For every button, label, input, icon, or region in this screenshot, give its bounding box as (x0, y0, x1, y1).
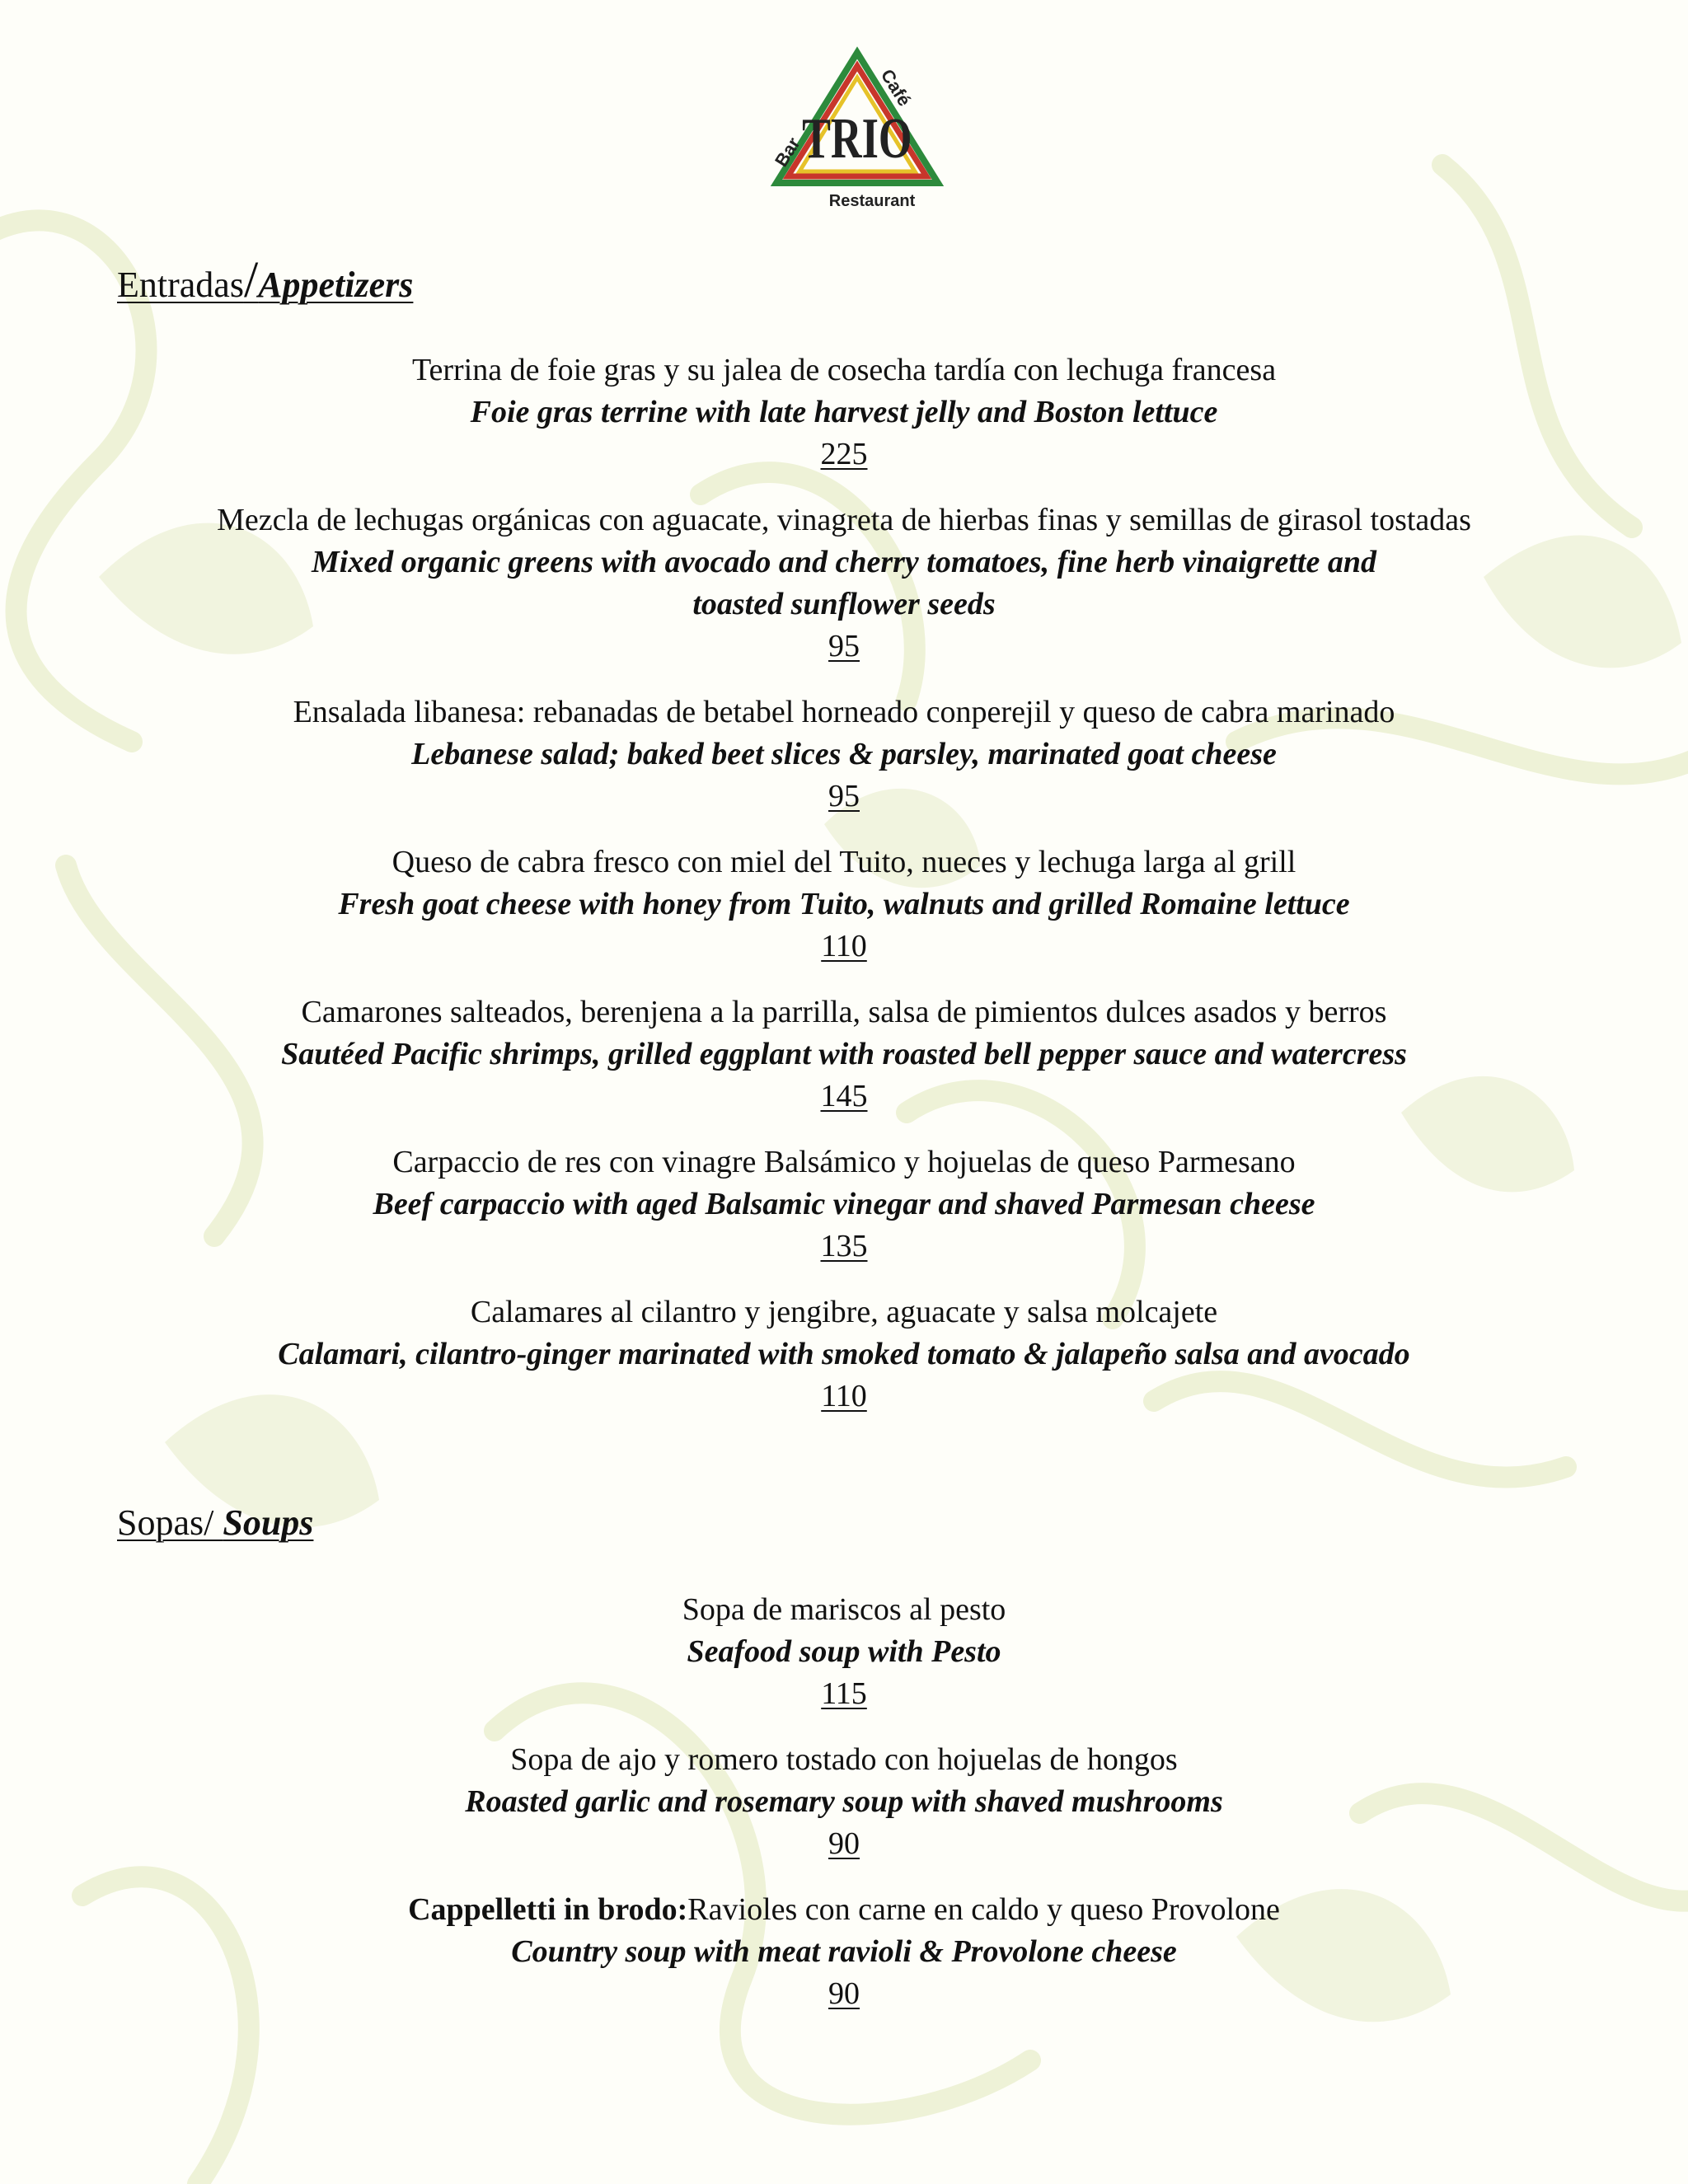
item-name-en: Fresh goat cheese with honey from Tuito, walnuts and grilled Romaine lettuce (338, 887, 1350, 921)
menu-item (0, 1291, 1688, 1417)
logo-bar: Bar (771, 134, 804, 171)
item-name-es: Sopa de mariscos al pesto (682, 1592, 1006, 1627)
item-name-en: Mixed organic greens with avocado and cherry tomatoes, fine herb vinaigrette and (312, 545, 1376, 579)
item-name-es: Ensalada libanesa: rebanadas de betabel horneado conperejil y queso de cabra marinado (293, 695, 1395, 729)
item-name-en: Calamari, cilantro-ginger marinated with smoked tomato & jalapeño salsa and avocado (278, 1337, 1410, 1371)
appetizers-title-slash: / (243, 252, 259, 308)
item-name-es: Ravioles con carne en caldo y queso Provolone (687, 1892, 1280, 1927)
item-price: 135 (820, 1229, 868, 1263)
soups-heading (117, 1502, 313, 1544)
soups-list (0, 1589, 1688, 2014)
item-name-es: Queso de cabra fresco con miel del Tuito, nueces y lechuga larga al grill (392, 845, 1296, 879)
menu-item (0, 1739, 1688, 1864)
logo-restaurant: Restaurant (828, 192, 916, 210)
soups-title-es: Sopas/ (117, 1502, 223, 1543)
menu-item (0, 1141, 1688, 1267)
menu-item (0, 499, 1688, 667)
menu-item (0, 841, 1688, 967)
item-name-en: Sautéed Pacific shrimps, grilled eggplant with roasted bell pepper sauce and watercress (281, 1037, 1407, 1071)
item-name-es: Calamares al cilantro y jengibre, aguacate y salsa molcajete (470, 1295, 1218, 1329)
item-price: 110 (821, 929, 867, 963)
item-name-en: Seafood soup with Pesto (687, 1634, 1001, 1669)
item-name-en: Roasted garlic and rosemary soup with shaved mushrooms (465, 1784, 1223, 1819)
appetizers-title-en: Appetizers (258, 265, 414, 305)
item-name-es: Carpaccio de res con vinagre Balsámico y hojuelas de queso Parmesano (392, 1145, 1296, 1179)
item-name-es: Sopa de ajo y romero tostado con hojuelas de hongos (510, 1742, 1178, 1777)
menu-item (0, 1589, 1688, 1714)
logo-cafe: Café (876, 65, 916, 110)
item-name-en-continued: toasted sunflower seeds (692, 587, 996, 621)
appetizers-list (0, 349, 1688, 1417)
item-price: 115 (821, 1676, 867, 1711)
menu-item (0, 1889, 1688, 2014)
menu-item (0, 991, 1688, 1117)
menu-item (0, 349, 1688, 475)
item-price: 95 (828, 629, 860, 663)
item-price: 110 (821, 1379, 867, 1413)
item-name-es: Camarones salteados, berenjena a la parrilla, salsa de pimientos dulces asados y berros (301, 995, 1387, 1029)
appetizers-heading (117, 251, 413, 310)
item-name-es-full (0, 1889, 1688, 1931)
item-name-en: Lebanese salad; baked beet slices & parsley, marinated goat cheese (411, 737, 1277, 771)
item-price: 225 (820, 437, 868, 471)
item-price: 145 (820, 1079, 868, 1113)
item-name-en: Beef carpaccio with aged Balsamic vinegar and shaved Parmesan cheese (373, 1187, 1315, 1221)
soups-title-en: Soups (223, 1502, 314, 1543)
logo-name: TRIO (802, 107, 912, 171)
item-name-en: Country soup with meat ravioli & Provolone cheese (511, 1934, 1177, 1969)
item-price: 90 (828, 1826, 860, 1861)
item-name-es: Mezcla de lechugas orgánicas con aguacate, vinagreta de hierbas finas y semillas de girasol tostadas (217, 503, 1471, 537)
item-name-es: Terrina de foie gras y su jalea de cosecha tardía con lechuga francesa (411, 353, 1277, 387)
menu-item (0, 691, 1688, 817)
item-name-es-bold: Cappelletti in brodo: (408, 1892, 688, 1927)
item-price: 95 (828, 779, 860, 813)
item-price: 90 (828, 1976, 860, 2011)
item-name-en: Foie gras terrine with late harvest jelly and Boston lettuce (470, 395, 1218, 429)
trio-logo (767, 43, 948, 216)
appetizers-title-es: Entradas (117, 265, 244, 305)
